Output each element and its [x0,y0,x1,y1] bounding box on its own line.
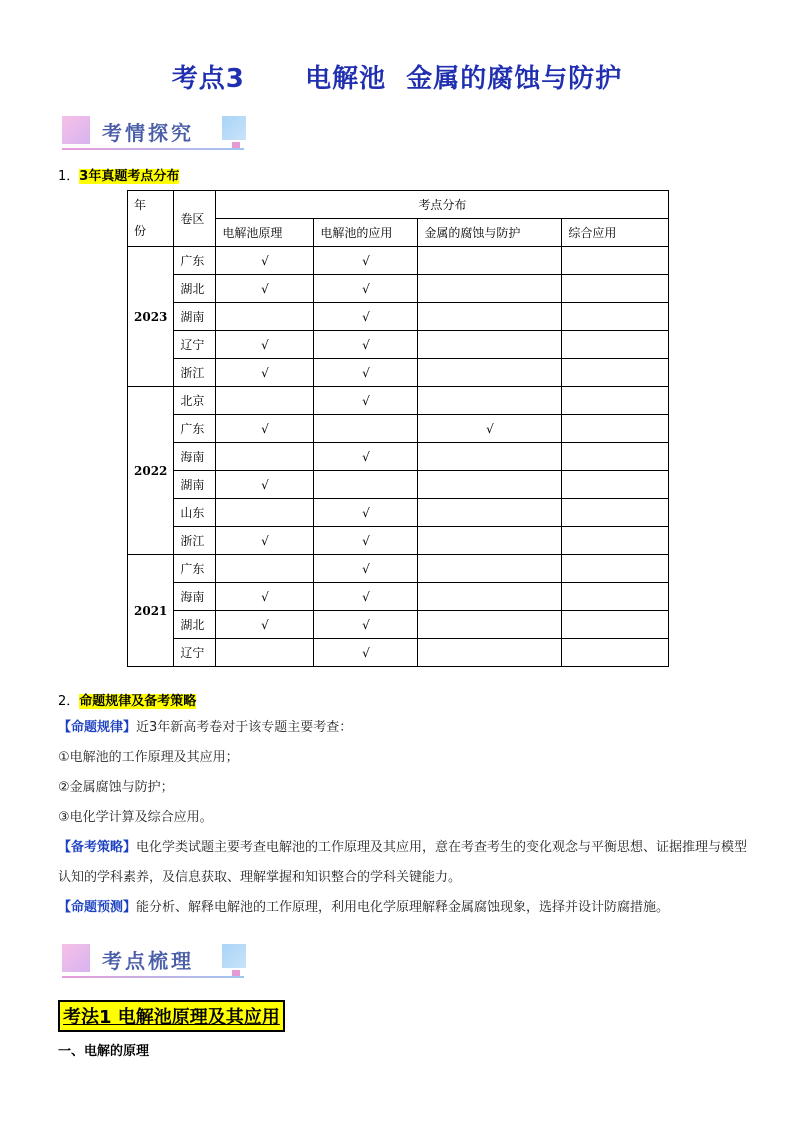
check-cell [562,499,669,527]
check-cell: √ [314,387,418,415]
table-row [128,555,669,583]
check-cell [562,443,669,471]
banner-decor-pink [62,944,90,972]
banner-label: 考点梳理 [102,949,194,973]
table-row [128,247,669,275]
table-row [128,527,669,555]
table-row [128,639,669,667]
check-cell: √ [314,527,418,555]
rule-tag: 【命题规律】 [58,720,137,735]
check-cell: √ [216,583,314,611]
check-cell: √ [314,303,418,331]
check-cell [216,387,314,415]
check-cell: √ [314,275,418,303]
rule-item: ③电化学计算及综合应用。 [58,810,213,825]
check-cell [418,331,562,359]
check-cell: √ [314,499,418,527]
check-cell [314,471,418,499]
check-cell: √ [418,415,562,443]
check-cell [216,443,314,471]
banner-label: 考情探究 [102,121,194,145]
check-cell [562,303,669,331]
check-cell [562,331,669,359]
area-cell: 浙江 [174,527,216,555]
section-heading-1 [58,165,179,184]
check-cell: √ [314,639,418,667]
banner-underline [62,148,244,150]
check-cell [418,583,562,611]
area-cell: 北京 [174,387,216,415]
table-row [128,359,669,387]
exam-distribution-table [127,190,669,667]
table-row [128,443,669,471]
header-column: 电解池原理 [216,219,314,247]
check-cell [562,611,669,639]
check-cell [216,499,314,527]
banner-decor-blue [222,116,246,140]
check-cell [418,443,562,471]
check-cell [418,303,562,331]
check-cell [562,275,669,303]
section-label: 命题规律及备考策略 [79,694,197,709]
check-cell: √ [314,555,418,583]
check-cell [418,499,562,527]
section-heading-2 [58,690,196,709]
predict-tag: 【命题预测】 [58,900,137,915]
header-column: 电解池的应用 [314,219,418,247]
banner-underline [62,976,244,978]
check-cell [562,387,669,415]
rule-line [58,713,748,743]
table-row [128,415,669,443]
area-cell: 湖南 [174,471,216,499]
header-area: 卷区 [174,191,216,247]
check-cell: √ [216,247,314,275]
strategy-tag: 【备考策略】 [58,840,137,855]
check-cell: √ [314,583,418,611]
table-row [128,275,669,303]
check-cell [418,359,562,387]
check-cell [418,527,562,555]
year-cell: 2021 [128,555,174,667]
banner-exam-analysis [62,116,252,156]
check-cell: √ [314,443,418,471]
check-cell: √ [216,471,314,499]
check-cell: √ [314,331,418,359]
rule-item: ①电解池的工作原理及其应用； [58,750,239,765]
area-cell: 辽宁 [174,331,216,359]
predict-text: 能分析、解释电解池的工作原理，利用电化学原理解释金属腐蚀现象，选择并设计防腐措施。 [136,900,670,915]
check-cell [562,639,669,667]
section-number: 2． [58,694,80,709]
page-title: 考点3 电解池 金属的腐蚀与防护 [171,64,623,94]
check-cell: √ [216,611,314,639]
table-row [128,611,669,639]
area-cell: 海南 [174,443,216,471]
year-cell: 2023 [128,247,174,387]
table-row [128,499,669,527]
table-header-row [128,191,669,219]
check-cell: √ [314,611,418,639]
check-cell [418,247,562,275]
check-cell: √ [216,359,314,387]
header-column: 综合应用 [562,219,669,247]
check-cell [562,583,669,611]
rule-text: 近3年新高考卷对于该专题主要考查： [136,720,353,735]
check-cell [562,527,669,555]
table-row [128,471,669,499]
strategy-line [58,833,748,893]
area-cell: 广东 [174,415,216,443]
check-cell: √ [314,247,418,275]
year-cell: 2022 [128,387,174,555]
method-heading: 考法1 电解池原理及其应用 [58,1000,285,1032]
header-group: 考点分布 [216,191,669,219]
area-cell: 海南 [174,583,216,611]
table-row [128,387,669,415]
area-cell: 辽宁 [174,639,216,667]
strategy-text: 电化学类试题主要考查电解池的工作原理及其应用，意在考查考生的变化观念与平衡思想、证据推理与模型认知的学科素养，及信息获取、理解掌握和知识整合的学科关键能力。 [58,840,748,885]
header-year: 年 份 [128,191,174,247]
check-cell [562,359,669,387]
area-cell: 湖南 [174,303,216,331]
rule-paragraph [58,713,748,923]
check-cell: √ [216,275,314,303]
check-cell [216,303,314,331]
check-cell [562,247,669,275]
check-cell [418,471,562,499]
area-cell: 山东 [174,499,216,527]
area-cell: 湖北 [174,275,216,303]
table-row [128,583,669,611]
table-row [128,303,669,331]
banner-decor-pink [62,116,90,144]
area-cell: 浙江 [174,359,216,387]
predict-line [58,893,748,923]
check-cell: √ [314,359,418,387]
check-cell: √ [216,331,314,359]
table-row [128,331,669,359]
check-cell [418,639,562,667]
check-cell [418,387,562,415]
check-cell [562,471,669,499]
section-number: 1． [58,169,80,184]
banner-decor-blue [222,944,246,968]
check-cell [418,555,562,583]
check-cell [418,611,562,639]
check-cell [314,415,418,443]
banner-key-points [62,944,252,984]
check-cell [216,555,314,583]
check-cell [418,275,562,303]
check-cell: √ [216,415,314,443]
header-column: 金属的腐蚀与防护 [418,219,562,247]
area-cell: 广东 [174,247,216,275]
check-cell [216,639,314,667]
area-cell: 湖北 [174,611,216,639]
check-cell [562,415,669,443]
check-cell [562,555,669,583]
area-cell: 广东 [174,555,216,583]
check-cell: √ [216,527,314,555]
rule-item: ②金属腐蚀与防护； [58,780,174,795]
section-label: 3年真题考点分布 [79,169,180,184]
subheading: 一、电解的原理 [58,1044,150,1059]
